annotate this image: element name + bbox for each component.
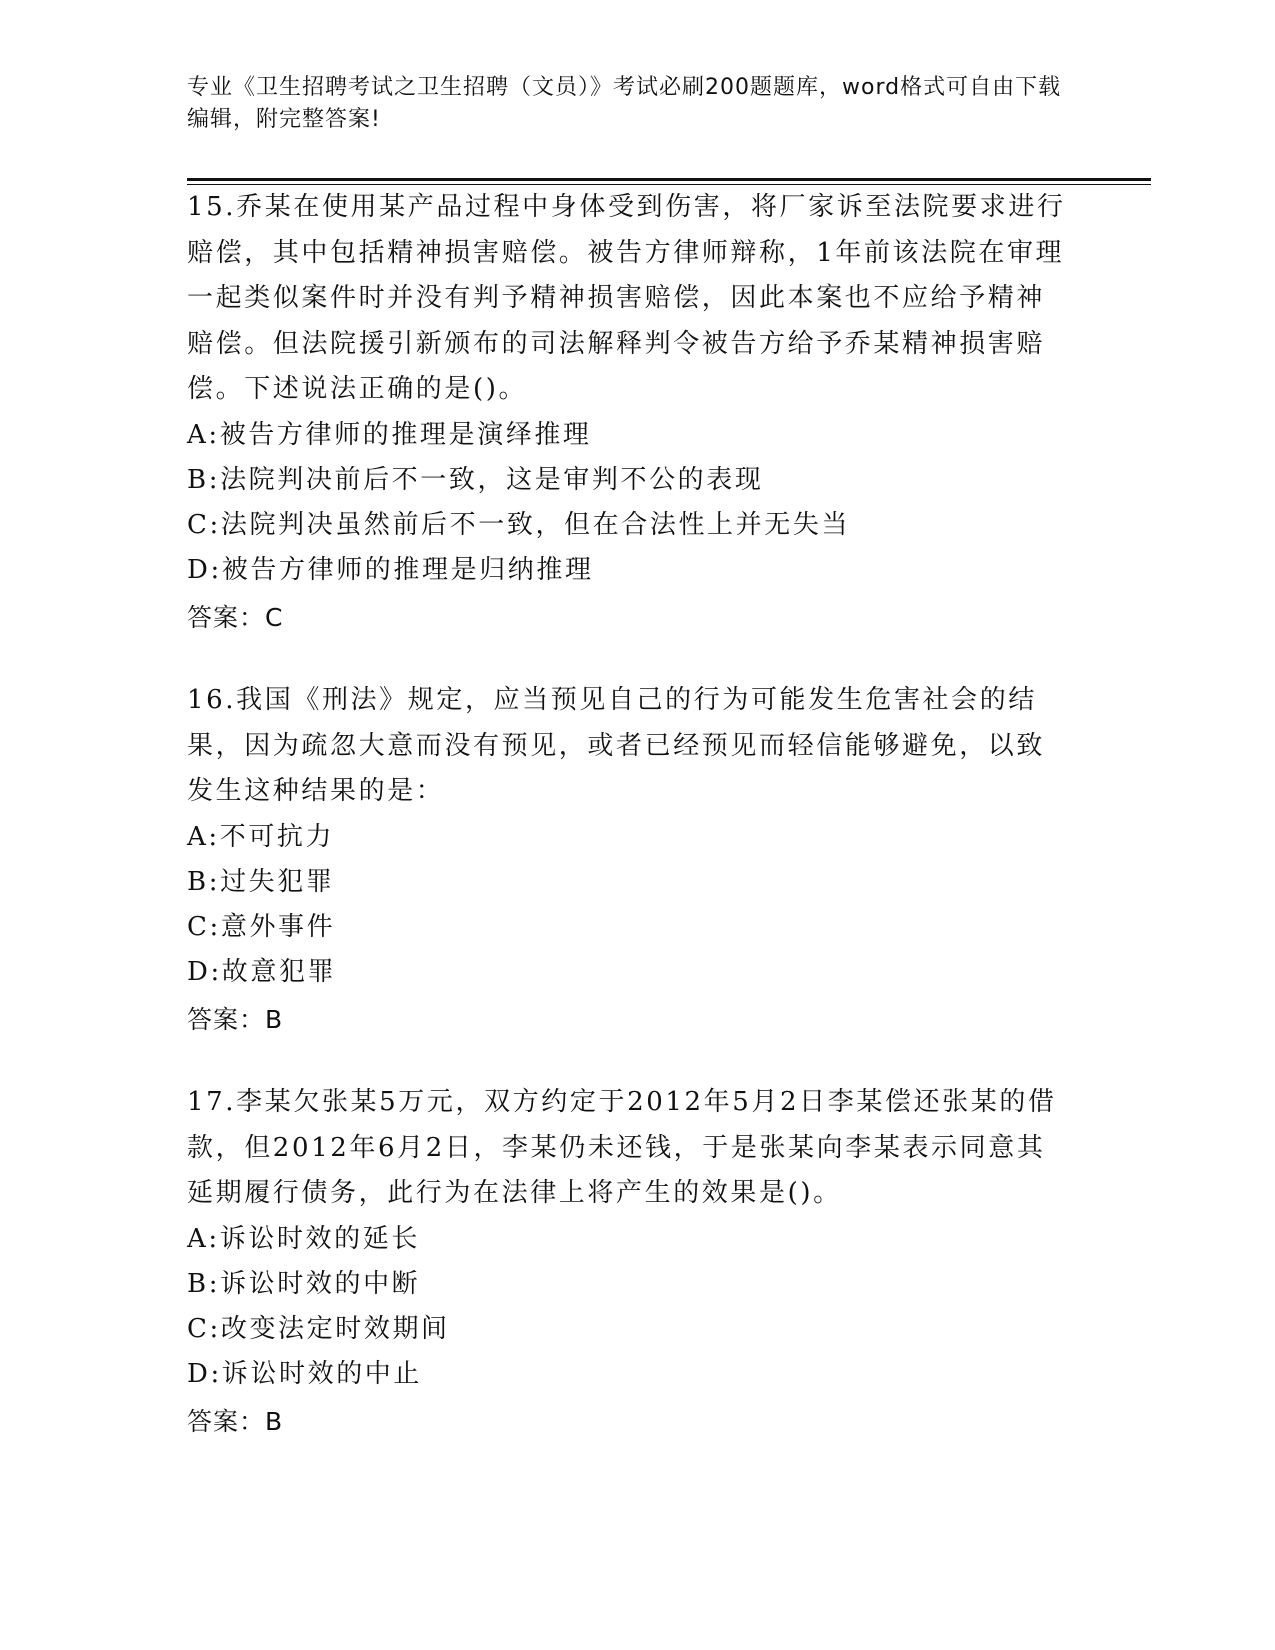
question-stem: 17.李某欠张某5万元，双方约定于2012年5月2日李某偿还张某的借款，但2012年6月2日，李某仍未还钱，于是张某向李某表示同意其延期履行债务，此行为在法律上将产生的效果是()。 [187, 1087, 1057, 1208]
option-d: D:被告方律师的推理是归纳推理 [187, 554, 594, 585]
question-15 [187, 185, 1067, 641]
document-header: 专业《卫生招聘考试之卫生招聘（文员）》考试必刷200题题库，word格式可自由下载编辑，附完整答案! [187, 75, 1062, 132]
option-c: C:意外事件 [187, 911, 336, 942]
option-d: D:诉讼时效的中止 [187, 1358, 423, 1389]
answer: 答案：B [187, 1004, 284, 1034]
header-divider-thick [187, 178, 1151, 181]
question-16 [187, 678, 1067, 1043]
answer: 答案：C [187, 602, 284, 632]
question-stem: 15.乔某在使用某产品过程中身体受到伤害，将厂家诉至法院要求进行赔偿，其中包括精神损害赔偿。被告方律师辩称，1年前该法院在审理一起类似案件时并没有判予精神损害赔偿，因此本案也不应给予精神赔偿。但法院援引新颁布的司法解释判令被告方给予乔某精神损害赔偿。下述说法正确的是()。 [187, 192, 1066, 404]
option-d: D:故意犯罪 [187, 956, 337, 987]
question-stem: 16.我国《刑法》规定，应当预见自己的行为可能发生危害社会的结果，因为疏忽大意而没有预见，或者已经预见而轻信能够避免，以致发生这种结果的是： [187, 685, 1046, 806]
option-b: B:过失犯罪 [187, 866, 335, 897]
option-c: C:法院判决虽然前后不一致，但在合法性上并无失当 [187, 509, 851, 540]
answer: 答案：B [187, 1406, 284, 1436]
option-c: C:改变法定时效期间 [187, 1313, 450, 1344]
option-b: B:法院判决前后不一致，这是审判不公的表现 [187, 464, 764, 495]
option-b: B:诉讼时效的中断 [187, 1268, 421, 1299]
question-17 [187, 1080, 1067, 1445]
option-a: A:被告方律师的推理是演绎推理 [187, 419, 592, 450]
option-a: A:诉讼时效的延长 [187, 1223, 420, 1254]
option-a: A:不可抗力 [187, 821, 335, 852]
